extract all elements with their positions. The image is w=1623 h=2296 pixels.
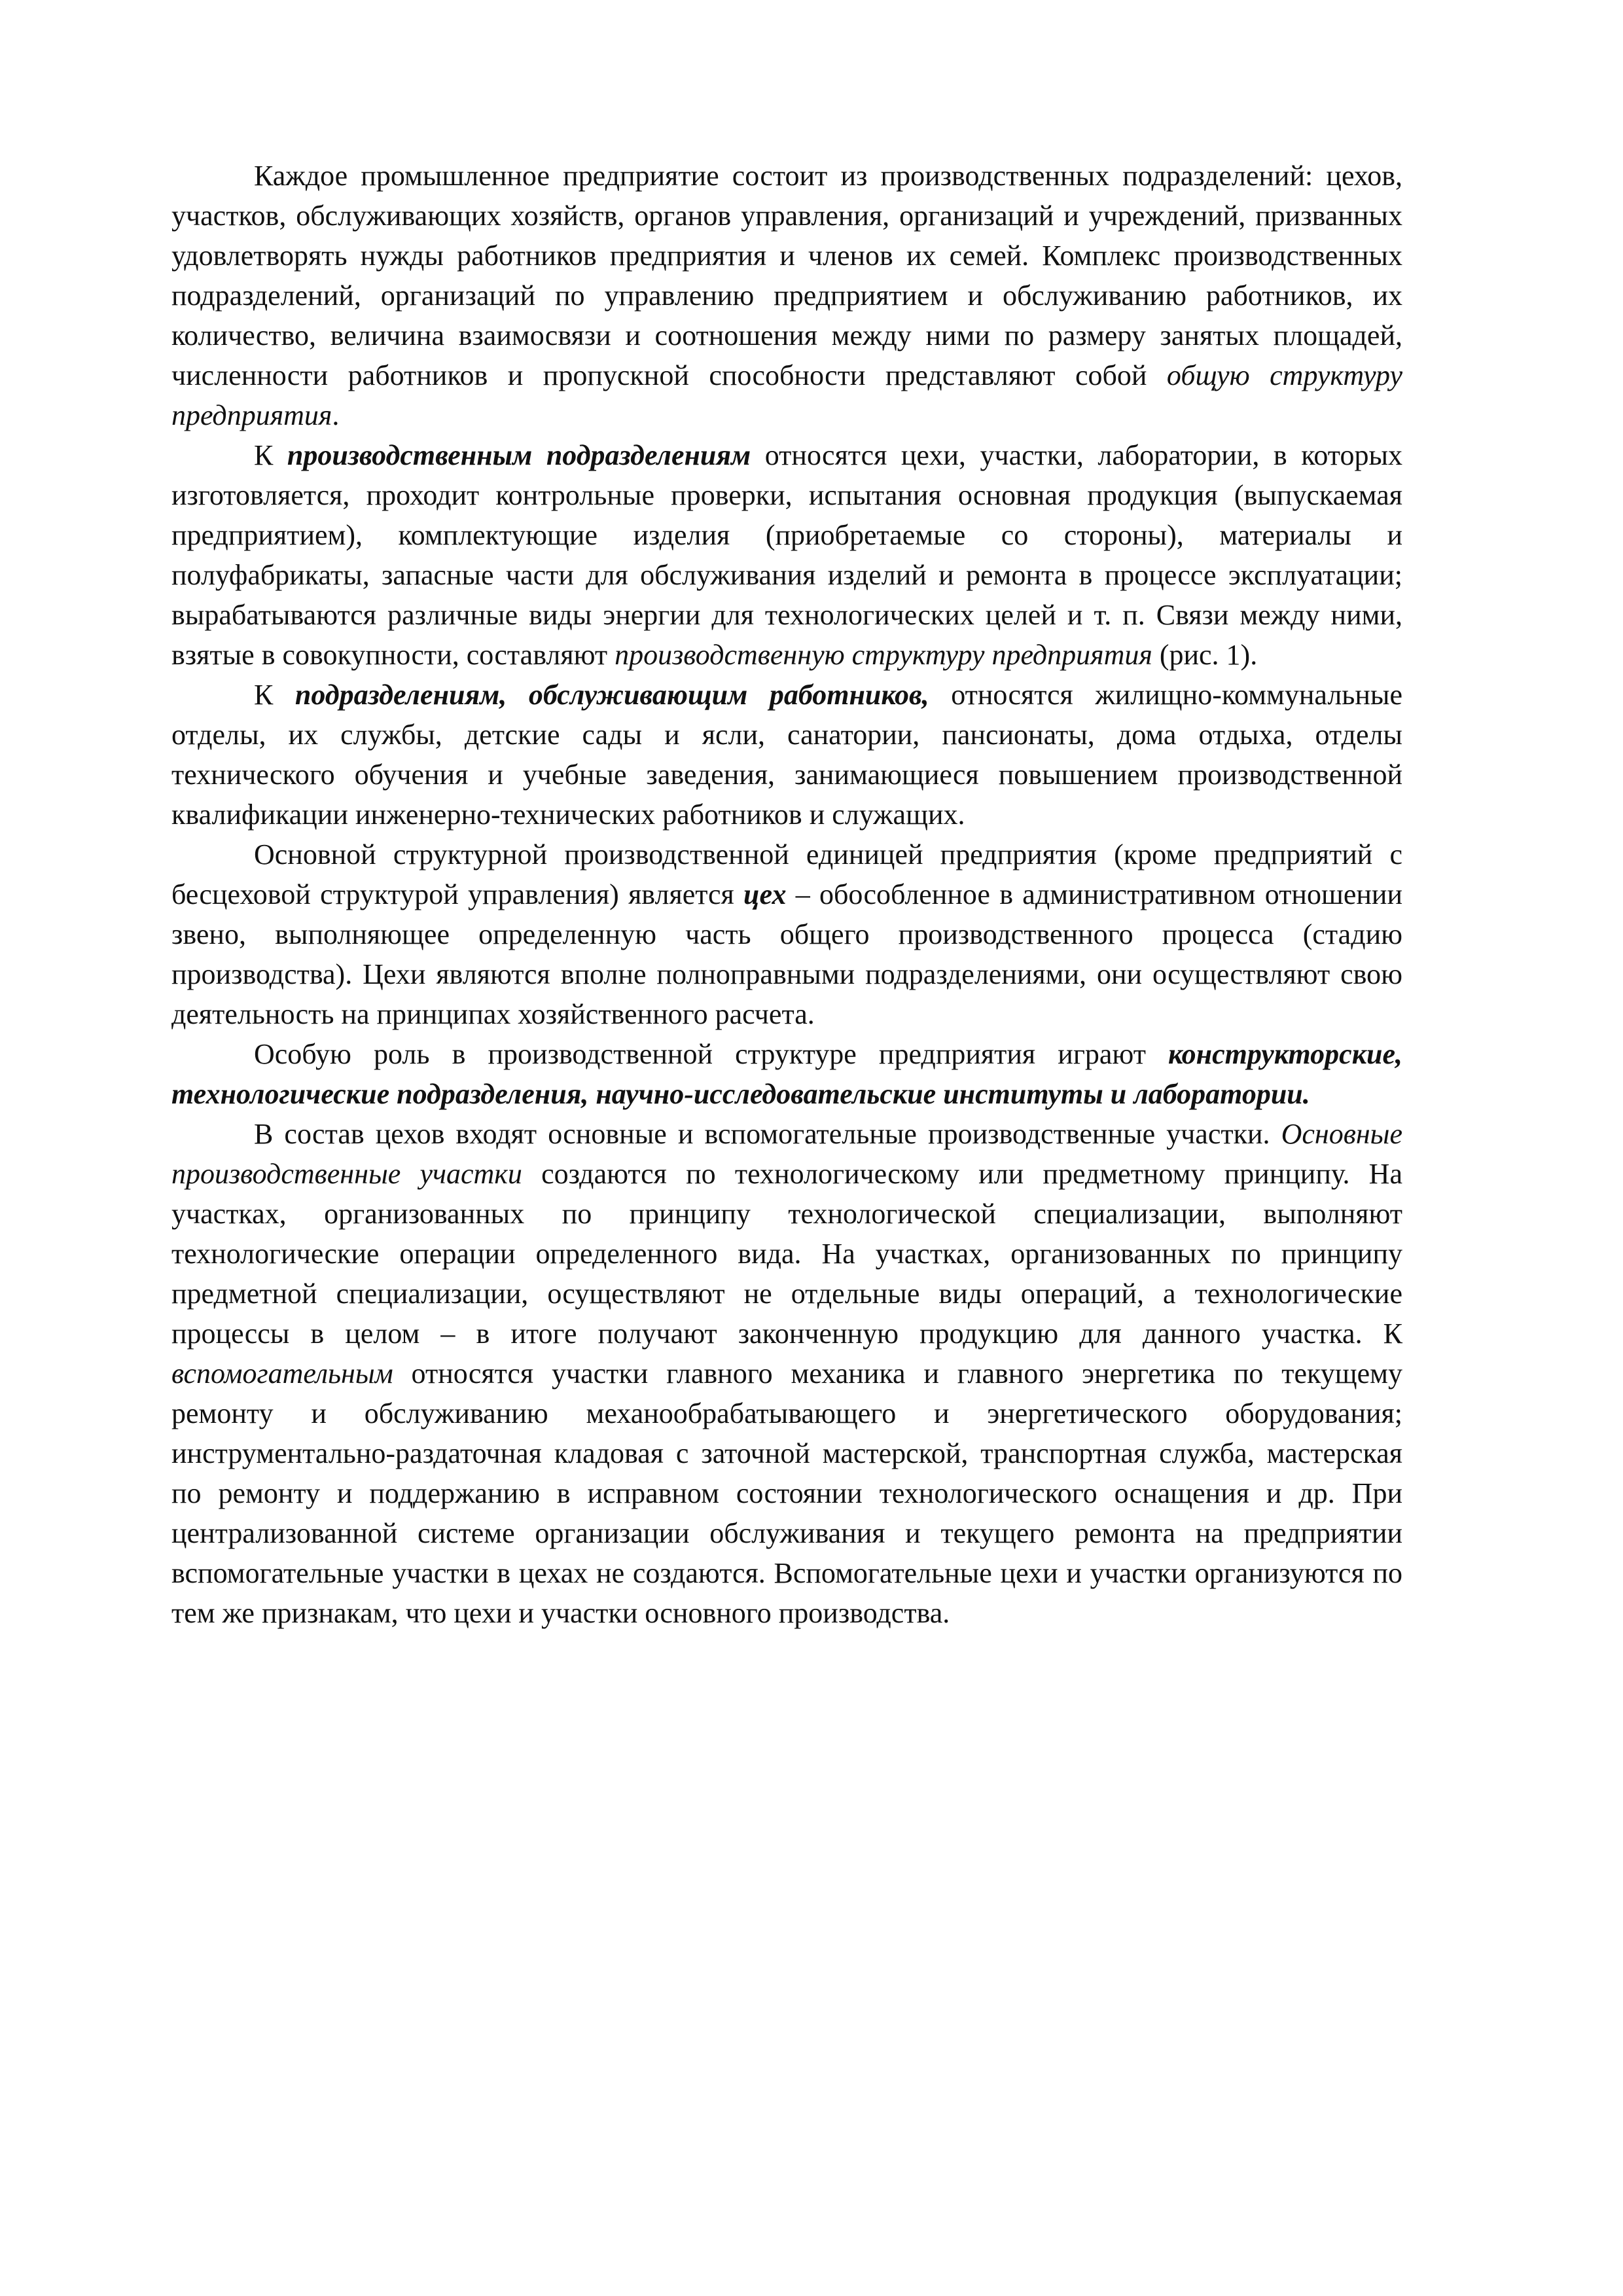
term-production-units: производственным подразделениям <box>287 439 751 471</box>
term-main-sections: Основные производственные участки <box>171 1118 1402 1190</box>
term-service-units: подразделениям, обслуживающим работников, <box>294 679 929 711</box>
paragraph-service-units: К подразделениям, обслуживающим работников, относятся жилищно-коммунальные отделы, их службы, детские сады и ясли, санатории, пансионаты, дома отдыха, отделы технического обучения и учебные заведения, занимающиеся повышением производственной квалификации инженерно-технических работников и служащих. <box>171 679 1402 831</box>
term-auxiliary: вспомогательным <box>171 1357 393 1390</box>
term-general-structure: общую структуру предприятия <box>171 359 1402 431</box>
term-workshop: цех <box>743 878 787 910</box>
paragraph-design-units: Особую роль в производственной структуре предприятия играют конструкторские, технологические подразделения, научно-исследовательские институты и лаборатории. <box>171 1038 1402 1110</box>
paragraph-sections: В состав цехов входят основные и вспомогательные производственные участки. Основные производственные участки создаются по технологическому или предметному принципу. На участках, организованных по принципу технологической специализации, выполняют технологические операции определенного вида. На участках, организованных по принципу предметной специализации, осуществляют не отдельные виды операций, а технологические процессы в целом – в итоге получают законченную продукцию для данного участка. К вспомогательным относятся участки главного механика и главного энергетика по текущему ремонту и обслуживанию механообрабатывающего и энергетического оборудования; инструментально-раздаточная кладовая с заточной мастерской, транспортная служба, мастерская по ремонту и поддержанию в исправном состоянии технологического оснащения и др. При централизованной системе организации обслуживания и текущего ремонта на предприятии вспомогательные участки в цехах не создаются. Вспомогательные цехи и участки организуются по тем же признакам, что цехи и участки основного производства. <box>171 1118 1402 1629</box>
term-production-structure: производственную структуру предприятия <box>615 639 1152 671</box>
paragraph-workshop: Основной структурной производственной единицей предприятия (кроме предприятий с бесцеховой структурой управления) является цех – обособленное в административном отношении звено, выполняющее определенную часть общего производственного процесса (стадию производства). Цехи являются вполне полноправными подразделениями, они осуществляют свою деятельность на принципах хозяйственного расчета. <box>171 838 1402 1030</box>
paragraph-production-units: К производственным подразделениям относятся цехи, участки, лаборатории, в которых изготовляется, проходит контрольные проверки, испытания основная продукция (выпускаемая предприятием), комплектующие изделия (приобретаемые со стороны), материалы и полуфабрикаты, запасные части для обслуживания изделий и ремонта в процессе эксплуатации; вырабатываются различные виды энергии для технологических целей и т. п. Связи между ними, взятые в совокупности, составляют производственную структуру предприятия (рис. 1). <box>171 439 1403 671</box>
term-design-units: конструкторские, технологические подразделения, научно-исследовательские институты и лаборатории. <box>171 1038 1402 1110</box>
paragraph-general-structure: Каждое промышленное предприятие состоит из производственных подразделений: цехов, участков, обслуживающих хозяйств, органов управления, организаций и учреждений, призванных удовлетворять нужды работников предприятия и членов их семей. Комплекс производственных подразделений, организаций по управлению предприятием и обслуживанию работников, их количество, величина взаимосвязи и соотношения между ними по размеру занятых площадей, численности работников и пропускной способности представляют собой общую структуру предприятия. <box>171 160 1402 431</box>
body-text <box>171 156 1402 1633</box>
